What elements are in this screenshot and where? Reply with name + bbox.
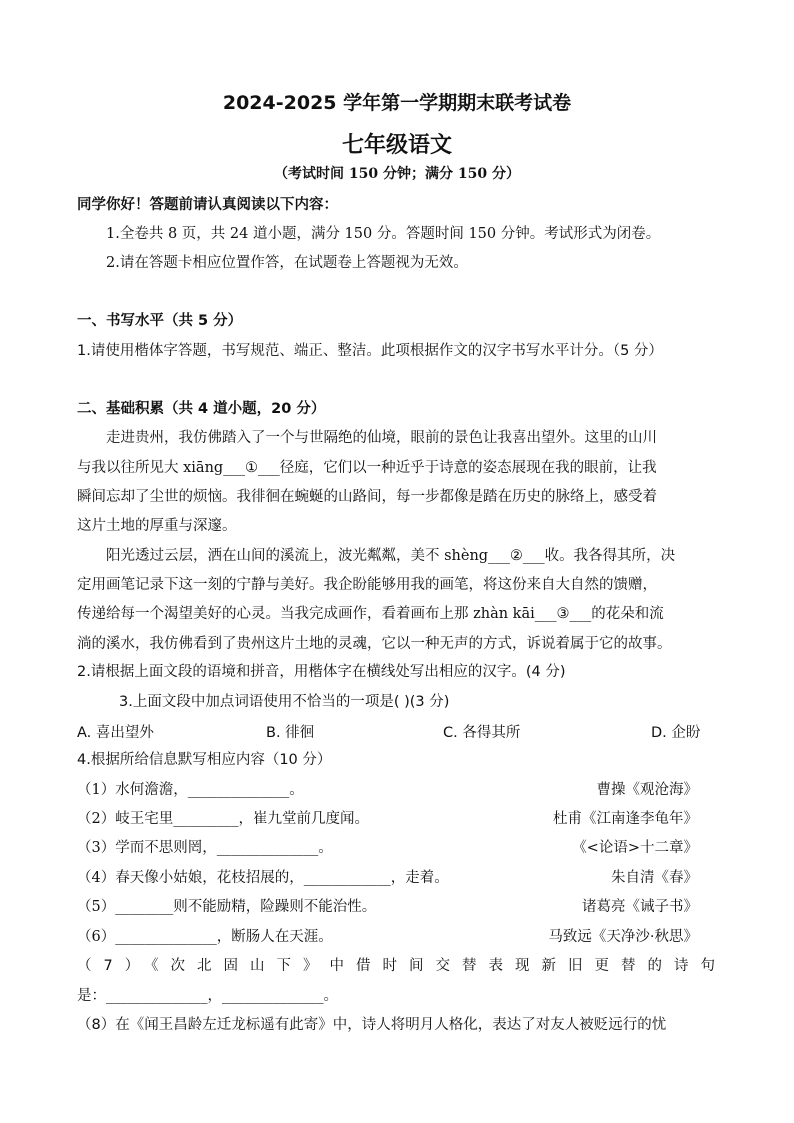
q4-item-source: 曹操《观沧海》 — [596, 782, 698, 798]
passage2-line: 阳光透过云层，洒在山间的溪流上，波光粼粼，美不 shèng___②___收。我各得其所，决 — [106, 548, 676, 564]
passage1-line: 这片土地的厚重与深邃。 — [77, 518, 237, 534]
q3-option-d: D. 企盼 — [651, 725, 701, 741]
q3-option-a: A. 喜出望外 — [77, 725, 154, 741]
q4-item-text: （5）________则不能励精，险躁则不能治性。 — [77, 899, 377, 915]
passage2-line: 传递给每一个渴望美好的心灵。当我完成画作，看着画布上那 zhàn kāi___③___的花朵和流 — [77, 606, 664, 622]
q4-item-8: （8）在《闻王昌龄左迁龙标遥有此寄》中，诗人将明月人格化，表达了对友人被贬远行的忧 — [77, 1017, 667, 1033]
q4-item-7-line1: （7）《次北固山下》中借时间交替表现新旧更替的诗句 — [77, 958, 717, 974]
q3-option-b: B. 徘徊 — [266, 725, 315, 741]
q4-item-text: （2）岐王宅里_________，崔九堂前几度闻。 — [77, 811, 369, 827]
question-2: 2.请根据上面文段的语境和拼音，用楷体字在横线处写出相应的汉字。(4 分) — [77, 664, 566, 680]
subject-title: 七年级语文 — [341, 133, 452, 158]
question-1: 1.请使用楷体字答题，书写规范、端正、整洁。此项根据作文的汉字书写水平计分。（5 分） — [77, 343, 663, 359]
passage1-line: 走进贵州，我仿佛踏入了一个与世隔绝的仙境，眼前的景色让我喜出望外。这里的山川 — [106, 430, 657, 446]
question-4: 4.根据所给信息默写相应内容（10 分） — [77, 752, 332, 768]
notice-heading: 同学你好！答题前请认真阅读以下内容： — [77, 197, 338, 213]
exam-info: （考试时间 150 分钟；满分 150 分） — [274, 166, 520, 182]
passage1-line: 瞬间忘却了尘世的烦恼。我徘徊在蜿蜒的山路间，每一步都像是踏在历史的脉络上，感受着 — [77, 489, 657, 505]
q4-item-text: （1）水何澹澹，______________。 — [77, 782, 304, 798]
q4-item-source: 朱自清《春》 — [611, 870, 698, 886]
q4-item-text: （4）春天像小姑娘，花枝招展的，____________，走着。 — [77, 870, 449, 886]
q4-item-text: （3）学而不思则罔，______________。 — [77, 840, 333, 856]
passage2-line: 定用画笔记录下这一刻的宁静与美好。我企盼能够用我的画笔，将这份来自大自然的馈赠， — [77, 577, 657, 593]
section1-heading: 一、书写水平（共 5 分） — [77, 313, 243, 329]
q4-item-7-line2: 是：______________，______________。 — [77, 988, 338, 1004]
q4-item-source: 《<论语>十二章》 — [572, 840, 698, 856]
notice-item-1: 1.全卷共 8 页，共 24 道小题，满分 150 分。答题时间 150 分钟。考试形式为闭卷。 — [106, 226, 661, 242]
q4-item-source: 马致远《天净沙·秋思》 — [548, 929, 698, 945]
section2-heading: 二、基础积累（共 4 道小题，20 分） — [77, 401, 326, 417]
passage2-line: 淌的溪水，我仿佛看到了贵州这片土地的灵魂，它以一种无声的方式，诉说着属于它的故事。 — [77, 636, 672, 652]
notice-item-2: 2.请在答题卡相应位置作答，在试题卷上答题视为无效。 — [106, 255, 468, 271]
passage1-line: 与我以往所见大 xiāng___①___径庭，它们以一种近乎于诗意的姿态展现在我的眼前，让我 — [77, 460, 657, 476]
q4-item-source: 杜甫《江南逢李龟年》 — [553, 811, 698, 827]
q4-item-text: （6）______________，断肠人在天涯。 — [77, 929, 333, 945]
exam-title: 2024-2025 学年第一学期期末联考试卷 — [222, 92, 572, 114]
q4-item-source: 诸葛亮《诫子书》 — [582, 899, 698, 915]
q3-option-c: C. 各得其所 — [443, 725, 521, 741]
question-3: 3.上面文段中加点词语使用不恰当的一项是( )(3 分) — [119, 694, 450, 710]
